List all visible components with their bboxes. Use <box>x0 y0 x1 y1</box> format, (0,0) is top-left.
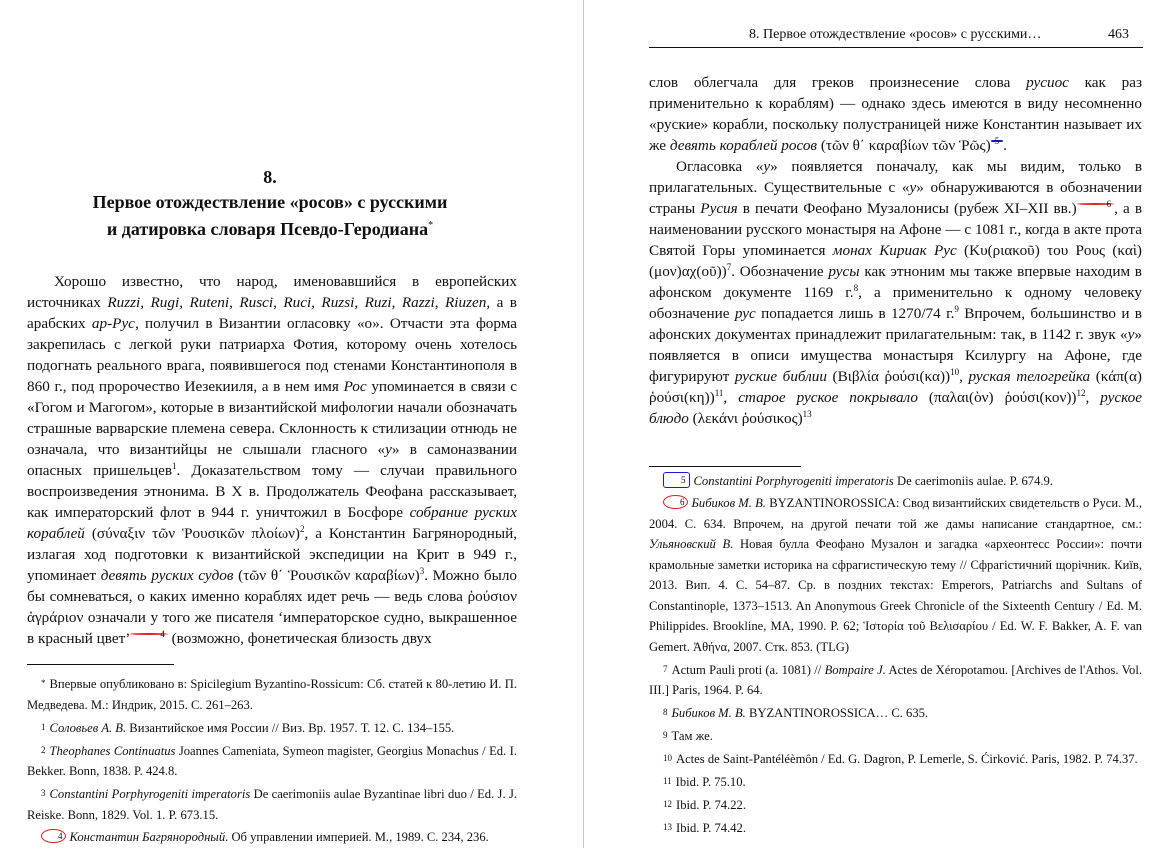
text-run: , а в арабских <box>27 294 517 332</box>
footnote-text: Ibid. P. 75.10. <box>675 775 746 789</box>
footnote-text: Ibid. P. 74.42. <box>676 821 746 835</box>
text-run: (λεκάνι ῥούσικος) <box>688 410 803 427</box>
footnote-author: Бибиков М. В. <box>691 496 766 510</box>
footnote-9 <box>649 725 1142 747</box>
footnote-ref-7[interactable]: 7 <box>726 261 732 272</box>
text-run: . Обозначение <box>731 263 829 280</box>
text-run-italic: у <box>1127 326 1135 343</box>
footnote-8 <box>649 702 1142 724</box>
text-run: . Можно было бы сомневаться, о каких именно кораблях идет речь — ведь слова ῥούσιον ἀγράριον означали у того же писателя ‘императорское судно, выкрашенное в красный цвет’ <box>27 567 517 647</box>
text-run: попадается лишь в 1270/74 г. <box>755 305 955 322</box>
footnote-text: De caerimoniis aulae Byzantinae libri duo / Ed. J. J. Reiske. Bonn, 1829. Vol. 1. P. 673.15. <box>27 787 518 822</box>
text-run: » появляется в описи имущества монастыря Ксилургу на Афоне, где фигурируют <box>649 326 1142 385</box>
text-run: (τῶν θ΄ Ῥουσικῶν καραβίων) <box>233 567 420 584</box>
text-run: Огласовка « <box>676 158 764 175</box>
footnote-number: 8 <box>663 707 668 717</box>
footnote-ref-2[interactable]: 2 <box>300 523 305 534</box>
footnote-ref-5-boxed[interactable]: 5 <box>991 140 1004 142</box>
text-run-italic: Рос <box>343 378 367 395</box>
footnote-13 <box>649 817 1142 839</box>
footnote-text: Византийское имя России // Виз. Вр. 1957. Т. 12. С. 134–155. <box>126 720 455 735</box>
running-head-rule <box>649 47 1143 48</box>
footnote-10 <box>649 748 1142 770</box>
text-run: , <box>723 389 739 406</box>
text-run: (σύναξιν τῶν Ῥουσικῶν πλοίων) <box>84 525 300 542</box>
footnote-author: Ульяновский В. <box>649 537 734 551</box>
footnote-11 <box>649 771 1142 793</box>
text-run: (παλαι(ὸν) ῥούσι(κον)) <box>917 389 1077 406</box>
text-run: Впрочем, большинство и в афонских документах принадлежит прилагательным: так, в 1142 г. звук « <box>649 305 1142 343</box>
text-run: слов облегчала для греков произнесение слова <box>649 74 1027 91</box>
footnote-text: De caerimoniis aulae. P. 674.9. <box>893 474 1053 488</box>
footnote-rule <box>649 466 801 467</box>
body-text-right <box>649 72 1142 429</box>
footnote-author: Constantini Porphyrogeniti imperatoris <box>49 787 251 801</box>
footnote-number: 11 <box>663 776 672 786</box>
footnote-rule <box>27 664 174 665</box>
text-run: (Κυ(ριακοῦ) του Ρους (καὶ) (μον)αχ(οῦ)) <box>649 242 1142 280</box>
footnote-number: 1 <box>41 721 46 732</box>
footnote-author: Bompaire J. <box>824 662 886 677</box>
text-run: » появляется поначалу, как мы видим, только в прилагательных. Существительные с « <box>649 158 1142 196</box>
left-page <box>0 0 583 848</box>
chapter-title <box>30 190 510 241</box>
text-run-italic: рус <box>734 305 756 322</box>
footnote-text: Actum Pauli proti (a. 1081) // <box>671 662 825 677</box>
footnote-ref-1[interactable]: 1 <box>172 460 177 471</box>
text-run: , <box>1085 389 1101 406</box>
body-text-left <box>27 271 517 649</box>
text-run: (τῶν θ΄ καραβίων τῶν Ῥῶς) <box>817 137 991 154</box>
footnote-text: BYZANTINOROSSICA: Свод византийских свидетельств о Руси. М., 2004. С. 634. Впрочем, на другой печати той же дамы написание стандартное, см.: <box>649 496 1142 531</box>
text-run: (Βιβλία ῥούσι(κα)) <box>827 368 951 385</box>
footnote-ref-8[interactable]: 8 <box>853 282 859 293</box>
running-head <box>649 26 1129 44</box>
footnote-number: 13 <box>663 822 672 832</box>
footnote-number: 2 <box>41 744 46 755</box>
footnote-ref-9[interactable]: 9 <box>954 303 959 314</box>
footnote-text: Впервые опубликовано в: Spicilegium Byzantino-Rossicum: Сб. статей к 80-летию И. П. Медведева. М.: Индрик, 2015. С. 261–263. <box>27 677 517 712</box>
footnote-6 <box>649 493 1142 657</box>
footnote-star <box>27 673 517 715</box>
text-run-italic: монах Кириак Рус <box>832 242 957 259</box>
text-run-italic: руские библии <box>734 368 827 385</box>
text-run-italic: Русия <box>700 200 738 217</box>
text-run: , получил в Византии огласовку «о». Отчасти эта форма закрепилась с легкой руки патриарха Фотия, которому очень хотелось подогнать реального врага, появившегося под стенами Константинополя в 860 г., под пророчество Иезекииля, а в нем имя <box>27 315 517 395</box>
footnote-ref-11[interactable]: 11 <box>714 387 724 398</box>
text-run-italic: у <box>763 158 771 175</box>
text-run: , а в наименовании русского монастыря на Афоне — с 1081 г., когда в акте прота Святой Горы упоминается <box>649 200 1142 259</box>
chapter-title-footnote-mark[interactable]: * <box>428 220 434 231</box>
footnote-number: 9 <box>663 730 668 740</box>
footnote-text: Joannes Cameniata, Symeon magister, Georgius Monachus / Ed. I. Bekker. Bonn, 1838. P. 424.8. <box>27 743 518 778</box>
text-run: (κάπ(α) ῥούσι(κη)) <box>649 368 1142 406</box>
text-run-italic: русы <box>828 263 860 280</box>
footnote-number: 10 <box>663 753 672 763</box>
footnote-text: BYZANTINOROSSICA… С. 635. <box>745 706 929 720</box>
paragraph <box>27 271 517 649</box>
chapter-number: 8. <box>263 167 277 187</box>
footnotes-right <box>649 471 1142 840</box>
footnote-ref-13[interactable]: 13 <box>802 408 812 419</box>
footnote-author: Бибиков М. В. <box>671 706 746 720</box>
text-run-italic: Ruzzi, Rugi, Ruteni, Rusci, Ruci, Ruzsi, Ruzi, Razzi, Riuzen <box>107 294 487 311</box>
text-run-italic: руская телогрейка <box>968 368 1091 385</box>
footnote-text: Там же. <box>671 729 713 743</box>
footnote-text: Ibid. P. 74.22. <box>676 798 746 812</box>
text-run-italic: ар-Рус <box>91 315 135 332</box>
footnote-author: Константин Багрянородный <box>69 829 226 844</box>
text-run: » в самоназвании опасных пришельцев <box>27 441 517 479</box>
text-run: » обнаруживаются в обозначении страны <box>649 179 1142 217</box>
footnote-author: Constantini Porphyrogeniti imperatoris <box>693 474 894 488</box>
text-run-italic: девять руских судов <box>100 567 234 584</box>
footnote-2 <box>27 740 517 782</box>
text-run: как раз применительно к кораблям) — однако здесь имеются в виду несомненно «руские» корабли, поскольку полустраницей ниже Константин называет их же <box>649 74 1142 154</box>
paragraph <box>649 156 1142 429</box>
footnote-ref-6-circled[interactable]: 6 <box>1077 203 1115 205</box>
text-run: как этноним мы также впервые находим в афонском документе 1169 г. <box>649 263 1142 301</box>
footnote-4 <box>27 827 517 848</box>
text-run-italic: девять кораблей росов <box>669 137 818 154</box>
footnote-number: 7 <box>663 663 668 674</box>
footnote-number: * <box>41 678 46 688</box>
text-run-italic: руское блюдо <box>649 389 1143 427</box>
footnote-ref-12[interactable]: 12 <box>1076 387 1086 398</box>
footnotes-left <box>27 673 517 849</box>
footnote-number: 3 <box>41 788 46 798</box>
text-run-italic: собрание руских кораблей <box>27 504 517 542</box>
footnote-number-circled: 6 <box>663 495 688 509</box>
footnote-author: Соловьев А. В. <box>49 720 127 735</box>
text-run: , <box>959 368 969 385</box>
footnote-text: Новая булла Феофано Музалон и загадка «археонтесс России»: почти крамольные заметки историка на сфрагистическую тему // Сфрагістичний щорічник. Київ, 2013. Вип. 4. С. 54–87. Ср. в поздних текстах: Emperors, Patriarchs and Sultans of Constantinople, 1373–1513. An Anonymous Greek Chronicle of the Sixteenth Century / Ed. M. Philippides. Brookline, MA, 1990. P. 62; Ἱστορία τοῦ Βελισαρίου / Ed. W. F. Bakker, A. F. van Gemert. Ἀθήνα, 2007. Стк. 853. (TLG) <box>649 537 1142 654</box>
right-page <box>584 0 1176 848</box>
footnote-number: 12 <box>663 799 672 809</box>
footnote-ref-3[interactable]: 3 <box>419 565 425 576</box>
footnote-text: Actes de Saint-Pantéléèmôn / Ed. G. Dagron, P. Lemerle, S. Ćirković. Paris, 1982. P. 74.37. <box>676 752 1138 766</box>
text-run-italic: у <box>909 179 917 196</box>
footnote-number-boxed: 5 <box>663 472 690 488</box>
text-run: Хорошо известно, что народ, именовавшийся в европейских источниках <box>27 273 517 311</box>
text-run: . <box>1003 137 1007 154</box>
text-run: . Доказательством тому — случаи правильного воспроизведения этнонима. В X в. Продолжатель Феофана рассказывает, как императорский флот в 944 г. уничтожил в Босфоре <box>27 462 517 521</box>
text-run: , а Константин Багрянородный, излагая ход подготовки к византийской экспедиции на Крит в 949 г., упоминает <box>27 525 517 584</box>
footnote-5 <box>649 471 1142 492</box>
footnote-3 <box>27 783 517 825</box>
chapter-title-line2: и датировка словаря Псевдо-Геродиана <box>106 219 429 239</box>
text-run: (возможно, фонетическая близость двух <box>167 630 432 647</box>
footnote-number-circled: 4 <box>41 829 66 843</box>
page-number: 463 <box>1108 27 1129 42</box>
text-run: , а применительно к одному человеку обозначение <box>649 284 1142 322</box>
text-run: в печати Феофано Музалонисы (рубеж XI–XII вв.) <box>737 200 1077 217</box>
running-head-title: 8. Первое отождествление «росов» с русскими… <box>749 27 1042 42</box>
footnote-ref-4-circled[interactable]: 4 <box>130 633 168 635</box>
chapter-title-line1: Первое отождествление «росов» с русскими <box>92 192 448 212</box>
text-run: упоминается в связи с «Гогом и Магогом», которые в византийской мифологии начали обозначать страшные варварские племена севера. Склонность к стилизации отнюдь не означала, что византийцы не слышали гласного « <box>27 378 517 458</box>
footnote-author: Theophanes Continuatus <box>49 743 176 758</box>
text-run-italic: старое руское покрывало <box>738 389 918 406</box>
footnote-1 <box>27 717 517 739</box>
paragraph <box>649 72 1142 156</box>
footnote-text: Actes de Xéropotamou. [Archives de l'Athos. Vol. III.] Paris, 1964. P. 64. <box>649 662 1142 697</box>
footnote-text: . Об управлении империей. М., 1989. С. 234, 236. <box>225 829 489 844</box>
text-run-italic: русиос <box>1026 74 1069 91</box>
footnote-ref-10[interactable]: 10 <box>950 366 960 377</box>
footnote-7 <box>649 659 1142 701</box>
footnote-12 <box>649 794 1142 816</box>
text-run-italic: у <box>385 441 392 458</box>
